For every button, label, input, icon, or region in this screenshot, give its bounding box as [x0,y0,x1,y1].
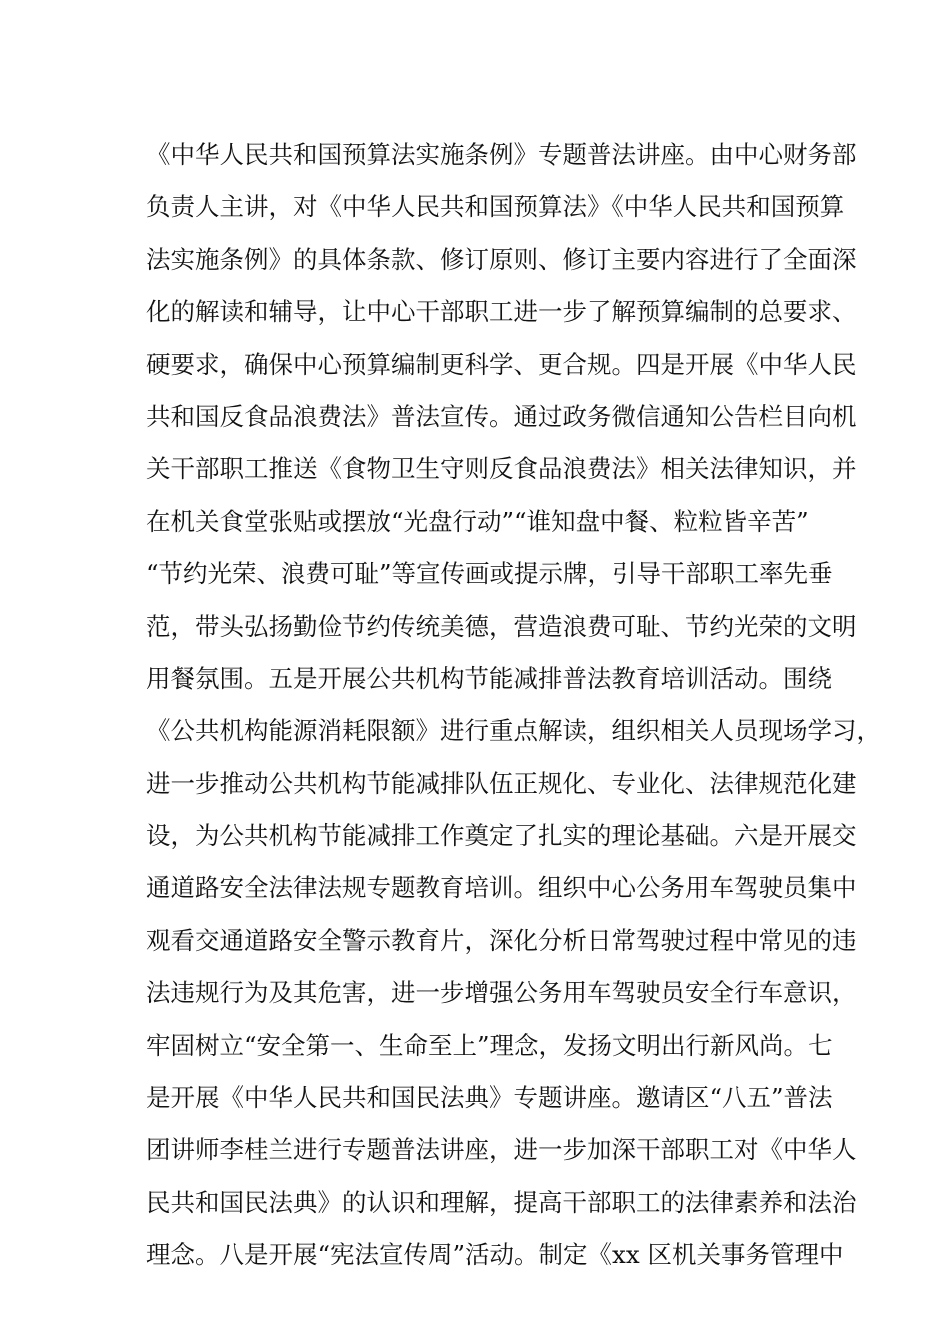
text-line: 范，带头弘扬勤俭节约传统美德，营造浪费可耻、节约光荣的文明 [146,611,857,641]
text-line: 观看交通道路安全警示教育片，深化分析日常驾驶过程中常见的违 [146,925,857,955]
text-line: 设，为公共机构节能减排工作奠定了扎实的理论基础。六是开展交 [146,821,857,851]
text-line: 牢固树立“安全第一、生命至上”理念，发扬文明出行新风尚。七 [146,1030,833,1060]
body-paragraph [146,129,881,1282]
text-line: 团讲师李桂兰进行专题普法讲座，进一步加深干部职工对《中华人 [146,1135,857,1165]
text-line: 是开展《中华人民共和国民法典》专题讲座。邀请区“八五”普法 [146,1083,833,1113]
text-line: 民共和国民法典》的认识和理解，提高干部职工的法律素养和法治 [146,1187,857,1217]
text-line: 理念。八是开展“宪法宣传周”活动。制定《xx 区机关事务管理中 [146,1240,844,1270]
text-line: 硬要求，确保中心预算编制更科学、更合规。四是开展《中华人民 [146,349,857,379]
text-line: 通道路安全法律法规专题教育培训。组织中心公务用车驾驶员集中 [146,873,857,903]
text-line: 化的解读和辅导，让中心干部职工进一步了解预算编制的总要求、 [146,297,857,327]
text-line: 共和国反食品浪费法》普法宣传。通过政务微信通知公告栏目向机 [146,401,857,431]
text-line: 负责人主讲，对《中华人民共和国预算法》《中华人民共和国预算 [146,192,845,222]
text-line: “节约光荣、浪费可耻”等宣传画或提示牌，引导干部职工率先垂 [146,559,833,589]
text-line: 《中华人民共和国预算法实施条例》专题普法讲座。由中心财务部 [146,140,857,169]
text-line: 用餐氛围。五是开展公共机构节能减排普法教育培训活动。围绕 [146,663,832,693]
text-line: 《公共机构能源消耗限额》进行重点解读，组织相关人员现场学习， [146,716,881,746]
text-line: 法实施条例》的具体条款、修订原则、修订主要内容进行了全面深 [146,244,857,274]
text-line: 在机关食堂张贴或摆放“光盘行动”“谁知盘中餐、粒粒皆辛苦” [146,506,809,536]
text-line: 关干部职工推送《食物卫生守则反食品浪费法》相关法律知识，并 [146,454,857,484]
text-line: 进一步推动公共机构节能减排队伍正规化、专业化、法律规范化建 [146,768,857,798]
text-line: 法违规行为及其危害，进一步增强公务用车驾驶员安全行车意识， [146,978,857,1008]
